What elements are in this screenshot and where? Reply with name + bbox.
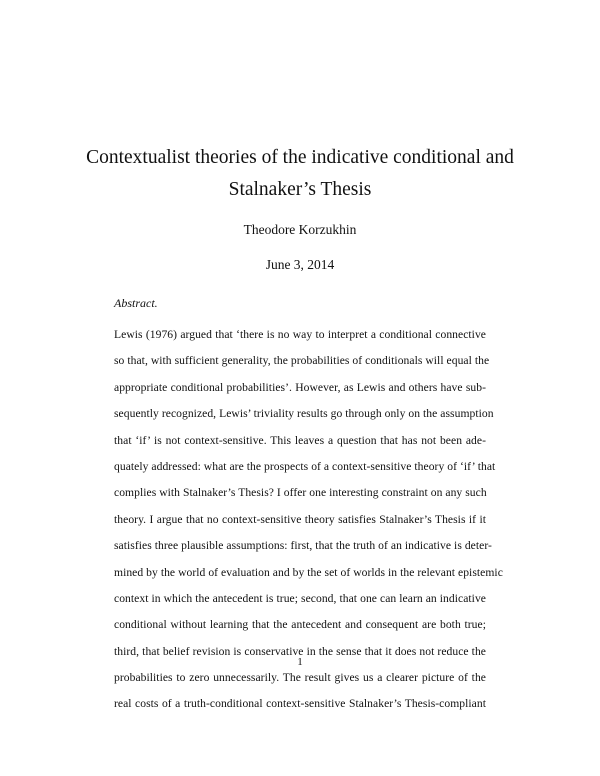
abstract-line: conditional without learning that the antecedent and consequent are both true;	[114, 618, 486, 632]
abstract-line: real costs of a truth-conditional context-sensitive Stalnaker’s Thesis-compliant	[114, 697, 486, 711]
author-name: Theodore Korzukhin	[243, 222, 357, 237]
abstract-line: satisfies three plausible assumptions: first, that the truth of an indicative is deter-	[114, 539, 492, 553]
abstract-line: context in which the antecedent is true; second, that one can learn an indicative	[114, 591, 486, 605]
abstract-line: appropriate conditional probabilities’. However, as Lewis and others have sub-	[114, 380, 486, 394]
abstract-line: that ‘if’ is not context-sensitive. This leaves a question that has not been ade-	[114, 433, 486, 447]
abstract-line: sequently recognized, Lewis’ triviality results go through only on the assumption	[114, 407, 494, 421]
abstract-line: complies with Stalnaker’s Thesis? I offer one interesting constraint on any such	[114, 486, 487, 500]
publication-date: June 3, 2014	[265, 257, 335, 272]
abstract-line: theory. I argue that no context-sensitive theory satisfies Stalnaker’s Thesis if it	[114, 512, 486, 526]
abstract-line: quately addressed: what are the prospects of a context-sensitive theory of ‘if’ that	[114, 459, 496, 473]
page-number: 1	[297, 656, 303, 668]
abstract-line: probabilities to zero unnecessarily. The result gives us a clearer picture of the	[114, 671, 486, 685]
abstract-heading: Abstract.	[114, 296, 158, 310]
paper-title-line-2: Stalnaker’s Thesis	[228, 179, 372, 200]
abstract-line: Lewis (1976) argued that ‘there is no way to interpret a conditional connective	[114, 328, 486, 341]
abstract-line: mined by the world of evaluation and by the set of worlds in the relevant epistemic	[114, 565, 503, 579]
abstract-line: so that, with sufficient generality, the probabilities of conditionals will equal the	[114, 354, 490, 368]
abstract-line: third, that belief revision is conservative in the sense that it does not reduce the	[114, 644, 486, 658]
paper-title-line-1: Contextualist theories of the indicative conditional and	[86, 147, 514, 168]
